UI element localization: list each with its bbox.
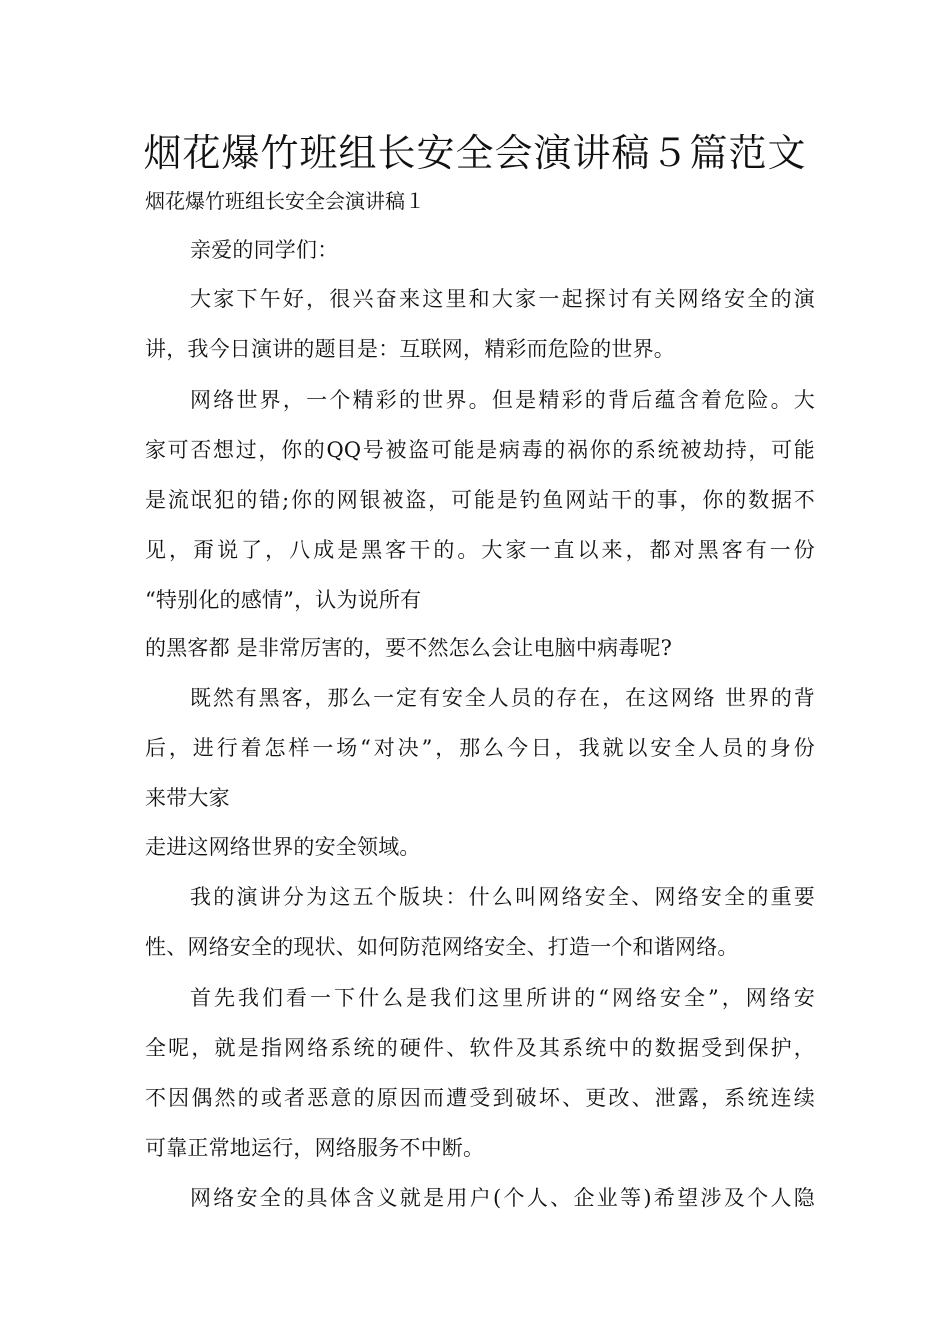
paragraph-line: 既然有黑客，那么一定有安全人员的存在，在这网络 世界的背 [190,686,815,710]
paragraph-line: 的黑客都 是非常厉害的，要不然怎么会让电脑中病毒呢? [145,636,673,660]
paragraph-line: 是流氓犯的错;你的网银被盗，可能是钓鱼网站干的事，你的数据不 [145,488,815,512]
paragraph-line: 全呢，就是指网络系统的硬件、软件及其系统中的数据受到保护， [145,1036,815,1060]
paragraph-line: 家可否想过，你的QQ号被盗可能是病毒的祸你的系统被劫持，可能 [145,438,815,462]
paragraph-line: 性、网络安全的现状、如何防范网络安全、打造一个和谐网络。 [145,935,739,959]
section-heading: 烟花爆竹班组长安全会演讲稿１ [145,189,425,213]
paragraph-line: “特别化的感情”，认为说所有 [145,588,422,612]
paragraph-line: 后，进行着怎样一场“对决”，那么今日，我就以安全人员的身份 [145,736,815,760]
paragraph-line: 走进这网络世界的安全领域。 [145,835,421,859]
document-title: 烟花爆竹班组长安全会演讲稿５篇范文 [143,131,807,175]
paragraph-line: 来带大家 [145,786,230,810]
paragraph-line: 不因偶然的或者恶意的原因而遭受到破坏、更改、泄露，系统连续 [145,1086,815,1110]
paragraph-line: 我的演讲分为这五个版块：什么叫网络安全、网络安全的重要 [190,885,815,909]
paragraph-line: 大家下午好，很兴奋来这里和大家一起探讨有关网络安全的演 [190,287,815,311]
paragraph-line: 讲，我今日演讲的题目是：互联网，精彩而危险的世界。 [145,337,675,361]
paragraph-line: 网络世界，一个精彩的世界。但是精彩的背后蕴含着危险。大 [190,388,815,412]
paragraph-line: 见，甭说了，八成是黑客干的。大家一直以来，都对黑客有一份 [145,538,815,562]
paragraph-line: 网络安全的具体含义就是用户(个人、企业等)希望涉及个人隐 [190,1186,815,1210]
paragraph-line: 亲爱的同学们： [190,238,339,262]
paragraph-line: 可靠正常地运行，网络服务不中断。 [145,1136,485,1160]
paragraph-line: 首先我们看一下什么是我们这里所讲的“网络安全”，网络安 [190,986,815,1010]
